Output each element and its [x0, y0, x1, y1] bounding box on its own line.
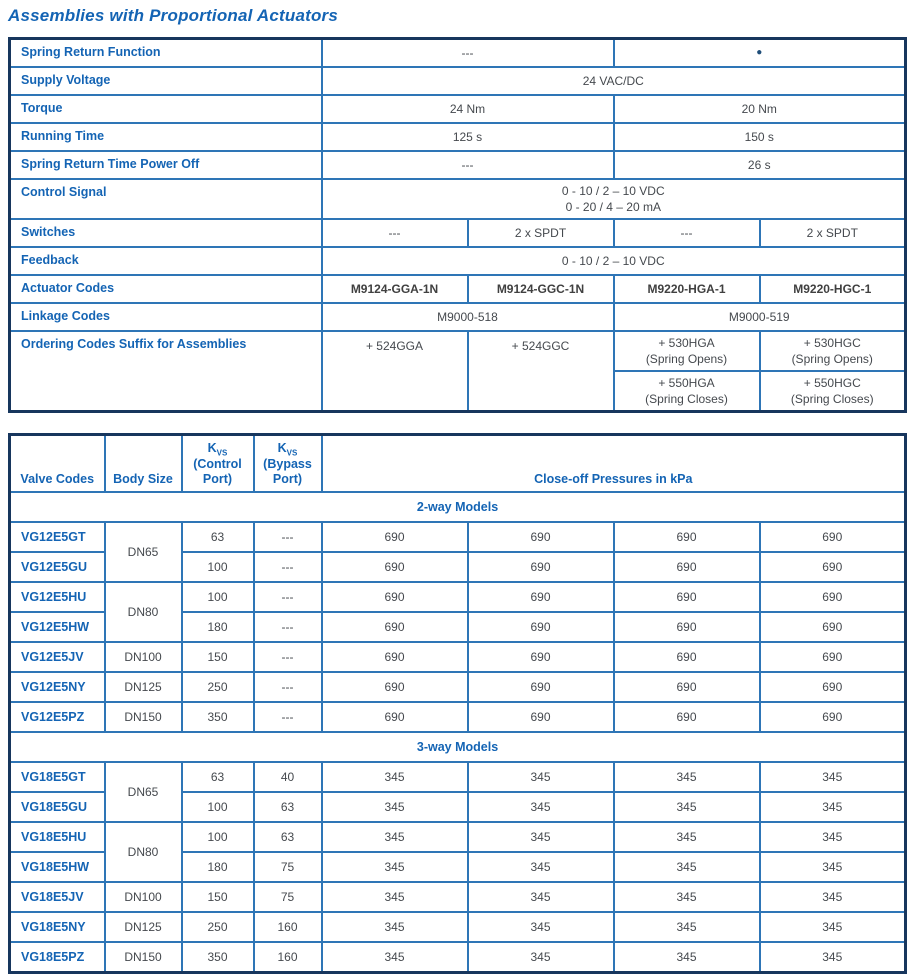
actuator-spec-table	[8, 37, 907, 413]
spec-value-cell	[760, 331, 906, 371]
pressure-cell: 690	[322, 522, 468, 552]
spec-row	[10, 39, 906, 68]
pressure-cell: 345	[760, 942, 906, 973]
pressure-cell: 690	[760, 612, 906, 642]
kvs-subscript: VS	[286, 448, 298, 457]
valve-code-cell: VG18E5GU	[10, 792, 105, 822]
pressure-cell: 345	[468, 822, 614, 852]
pressure-cell: 345	[760, 792, 906, 822]
spec-value-cell: + 524GGC	[468, 331, 614, 412]
spec-value-cell: M9000-519	[614, 303, 906, 331]
valve-code-cell: VG18E5HU	[10, 822, 105, 852]
spring-return-dot-icon: ●	[614, 39, 906, 68]
kvs-control-cell: 63	[182, 522, 254, 552]
pressure-cell: 690	[614, 702, 760, 732]
pressure-cell: 690	[322, 642, 468, 672]
kvs-bypass-cell: 63	[254, 792, 322, 822]
valve-code-cell: VG18E5PZ	[10, 942, 105, 973]
pressure-cell: 690	[468, 522, 614, 552]
spec-row-label: Control Signal	[10, 179, 322, 219]
spec-row	[10, 95, 906, 123]
valve-row	[10, 672, 906, 702]
cell-line: + 530HGA	[658, 336, 715, 350]
valve-row	[10, 522, 906, 552]
kvs-control-cell: 350	[182, 942, 254, 973]
kvs-bypass-cell: 160	[254, 912, 322, 942]
spec-value-cell: 2 x SPDT	[760, 219, 906, 247]
kvs-bypass-cell: ---	[254, 552, 322, 582]
pressure-cell: 345	[322, 912, 468, 942]
cell-line: 0 - 20 / 4 – 20 mA	[565, 200, 661, 214]
pressure-cell: 345	[760, 822, 906, 852]
pressure-cell: 690	[468, 582, 614, 612]
cell-line: + 550HGC	[803, 376, 861, 390]
pressure-cell: 345	[614, 852, 760, 882]
pressure-cell: 690	[614, 612, 760, 642]
valve-row	[10, 822, 906, 852]
spec-row-label: Actuator Codes	[10, 275, 322, 303]
kvs-header-line: (Control	[193, 457, 242, 471]
valve-code-cell: VG12E5PZ	[10, 702, 105, 732]
kvs-control-cell: 63	[182, 762, 254, 792]
pressure-cell: 690	[322, 702, 468, 732]
section-title: 2-way Models	[10, 492, 906, 522]
spec-value-cell: ---	[322, 219, 468, 247]
body-size-cell: DN125	[105, 912, 182, 942]
spec-value-cell	[614, 331, 760, 371]
spec-row-label: Spring Return Function	[10, 39, 322, 68]
valve-code-cell: VG18E5JV	[10, 882, 105, 912]
valve-code-cell: VG12E5HU	[10, 582, 105, 612]
kvs-bypass-cell: ---	[254, 522, 322, 552]
valve-code-cell: VG18E5NY	[10, 912, 105, 942]
kvs-bypass-cell: ---	[254, 642, 322, 672]
spec-value-cell: M9220-HGC-1	[760, 275, 906, 303]
spec-value-cell: M9000-518	[322, 303, 614, 331]
pressure-cell: 690	[614, 522, 760, 552]
kvs-bypass-cell: ---	[254, 672, 322, 702]
valve-table-body	[10, 435, 906, 973]
pressure-cell: 690	[322, 552, 468, 582]
pressure-cell: 345	[614, 942, 760, 973]
pressure-cell: 690	[760, 522, 906, 552]
valve-table	[8, 433, 907, 974]
pressure-cell: 690	[468, 642, 614, 672]
kvs-bypass-port-column-header	[254, 435, 322, 493]
valve-row	[10, 762, 906, 792]
spec-row	[10, 219, 906, 247]
pressure-cell: 345	[468, 792, 614, 822]
valve-row	[10, 882, 906, 912]
body-size-cell: DN65	[105, 522, 182, 582]
pressure-cell: 345	[322, 882, 468, 912]
kvs-control-cell: 100	[182, 582, 254, 612]
spec-value-cell: + 524GGA	[322, 331, 468, 412]
valve-code-cell: VG12E5JV	[10, 642, 105, 672]
pressure-cell: 345	[760, 852, 906, 882]
spec-value-cell: 150 s	[614, 123, 906, 151]
kvs-bypass-cell: ---	[254, 612, 322, 642]
spec-row	[10, 303, 906, 331]
kvs-bypass-cell: 40	[254, 762, 322, 792]
valve-row	[10, 912, 906, 942]
body-size-cell: DN65	[105, 762, 182, 822]
body-size-cell: DN125	[105, 672, 182, 702]
kvs-control-cell: 100	[182, 792, 254, 822]
kvs-control-cell: 350	[182, 702, 254, 732]
pressure-cell: 690	[760, 552, 906, 582]
kvs-control-cell: 250	[182, 672, 254, 702]
cell-line: (Spring Closes)	[645, 392, 728, 406]
kvs-bypass-cell: 63	[254, 822, 322, 852]
spec-value-cell: M9124-GGA-1N	[322, 275, 468, 303]
valve-table-header-row	[10, 435, 906, 493]
valve-code-cell: VG18E5HW	[10, 852, 105, 882]
pressure-cell: 690	[322, 612, 468, 642]
cell-line: (Spring Opens)	[791, 352, 873, 366]
pressure-cell: 690	[614, 672, 760, 702]
spec-value-cell: 26 s	[614, 151, 906, 179]
spec-value-cell	[760, 371, 906, 412]
pressure-cell: 345	[614, 762, 760, 792]
pressure-cell: 690	[760, 702, 906, 732]
spec-row	[10, 151, 906, 179]
pressure-cell: 690	[760, 582, 906, 612]
pressure-cell: 690	[614, 582, 760, 612]
spec-value-cell	[322, 179, 906, 219]
body-size-cell: DN150	[105, 942, 182, 973]
section-title: 3-way Models	[10, 732, 906, 762]
body-size-column-header: Body Size	[105, 435, 182, 493]
close-off-pressures-column-header: Close-off Pressures in kPa	[322, 435, 906, 493]
kvs-header-line: (Bypass	[263, 457, 312, 471]
valve-code-cell: VG12E5HW	[10, 612, 105, 642]
pressure-cell: 690	[614, 642, 760, 672]
pressure-cell: 345	[322, 852, 468, 882]
spec-row-label: Running Time	[10, 123, 322, 151]
spec-row	[10, 123, 906, 151]
cell-line: + 530HGC	[803, 336, 861, 350]
valve-row	[10, 702, 906, 732]
kvs-bypass-cell: 160	[254, 942, 322, 973]
pressure-cell: 345	[468, 882, 614, 912]
kvs-bypass-cell: ---	[254, 702, 322, 732]
spec-row	[10, 247, 906, 275]
pressure-cell: 690	[614, 552, 760, 582]
pressure-cell: 345	[760, 912, 906, 942]
spec-row	[10, 331, 906, 371]
spec-value-cell: M9124-GGC-1N	[468, 275, 614, 303]
spec-row	[10, 67, 906, 95]
spec-value-cell: 24 Nm	[322, 95, 614, 123]
pressure-cell: 345	[614, 912, 760, 942]
kvs-control-cell: 250	[182, 912, 254, 942]
kvs-subscript: VS	[216, 448, 228, 457]
spec-row	[10, 275, 906, 303]
spec-row-label: Supply Voltage	[10, 67, 322, 95]
spec-value-cell	[614, 371, 760, 412]
spec-value-cell: 2 x SPDT	[468, 219, 614, 247]
kvs-control-cell: 150	[182, 642, 254, 672]
kvs-control-cell: 100	[182, 552, 254, 582]
spec-value-cell: 0 - 10 / 2 – 10 VDC	[322, 247, 906, 275]
valve-code-cell: VG12E5NY	[10, 672, 105, 702]
kvs-control-cell: 180	[182, 612, 254, 642]
pressure-cell: 345	[322, 942, 468, 973]
pressure-cell: 690	[468, 612, 614, 642]
pressure-cell: 690	[468, 672, 614, 702]
section-row	[10, 492, 906, 522]
valve-code-cell: VG12E5GT	[10, 522, 105, 552]
cell-line: (Spring Closes)	[790, 392, 874, 406]
valve-code-cell: VG12E5GU	[10, 552, 105, 582]
pressure-cell: 345	[322, 822, 468, 852]
pressure-cell: 690	[760, 642, 906, 672]
section-row	[10, 732, 906, 762]
page-title: Assemblies with Proportional Actuators	[8, 6, 339, 25]
pressure-cell: 690	[468, 702, 614, 732]
cell-line: + 550HGA	[658, 376, 715, 390]
kvs-control-cell: 100	[182, 822, 254, 852]
kvs-bypass-cell: ---	[254, 582, 322, 612]
body-size-cell: DN150	[105, 702, 182, 732]
kvs-bypass-cell: 75	[254, 852, 322, 882]
valve-row	[10, 642, 906, 672]
spec-value-cell: 24 VAC/DC	[322, 67, 906, 95]
kvs-symbol: $K_{VS}$	[277, 440, 298, 457]
spec-row-label: Spring Return Time Power Off	[10, 151, 322, 179]
body-size-cell: DN100	[105, 882, 182, 912]
pressure-cell: 345	[468, 762, 614, 792]
kvs-header-line: Port)	[202, 472, 233, 486]
valve-row	[10, 942, 906, 973]
kvs-symbol: $K_{VS}$	[207, 440, 228, 457]
pressure-cell: 345	[760, 762, 906, 792]
valve-row	[10, 582, 906, 612]
spec-value-cell: 20 Nm	[614, 95, 906, 123]
body-size-cell: DN80	[105, 582, 182, 642]
pressure-cell: 345	[614, 792, 760, 822]
valve-codes-column-header: Valve Codes	[10, 435, 105, 493]
pressure-cell: 690	[468, 552, 614, 582]
pressure-cell: 690	[322, 672, 468, 702]
pressure-cell: 690	[760, 672, 906, 702]
spec-row-label: Feedback	[10, 247, 322, 275]
pressure-cell: 345	[468, 912, 614, 942]
pressure-cell: 690	[322, 582, 468, 612]
spec-value-cell: ---	[614, 219, 760, 247]
pressure-cell: 345	[614, 822, 760, 852]
spec-value-cell: ---	[322, 39, 614, 68]
pressure-cell: 345	[322, 792, 468, 822]
spec-row-label: Torque	[10, 95, 322, 123]
pressure-cell: 345	[468, 852, 614, 882]
body-size-cell: DN80	[105, 822, 182, 882]
body-size-cell: DN100	[105, 642, 182, 672]
kvs-control-cell: 150	[182, 882, 254, 912]
pressure-cell: 345	[322, 762, 468, 792]
cell-line: 0 - 10 / 2 – 10 VDC	[561, 184, 665, 198]
valve-code-cell: VG18E5GT	[10, 762, 105, 792]
kvs-control-port-column-header	[182, 435, 254, 493]
spec-value-cell: 125 s	[322, 123, 614, 151]
cell-line: (Spring Opens)	[645, 352, 728, 366]
pressure-cell: 345	[468, 942, 614, 973]
pressure-cell: 345	[760, 882, 906, 912]
actuator-spec-table-body	[10, 39, 906, 412]
spec-value-cell: ---	[322, 151, 614, 179]
spec-row	[10, 179, 906, 219]
spec-row-label: Linkage Codes	[10, 303, 322, 331]
spec-row-label: Ordering Codes Suffix for Assemblies	[10, 331, 322, 412]
kvs-control-cell: 180	[182, 852, 254, 882]
kvs-bypass-cell: 75	[254, 882, 322, 912]
spec-value-cell: M9220-HGA-1	[614, 275, 760, 303]
kvs-header-line: Port)	[272, 472, 303, 486]
pressure-cell: 345	[614, 882, 760, 912]
spec-row-label: Switches	[10, 219, 322, 247]
